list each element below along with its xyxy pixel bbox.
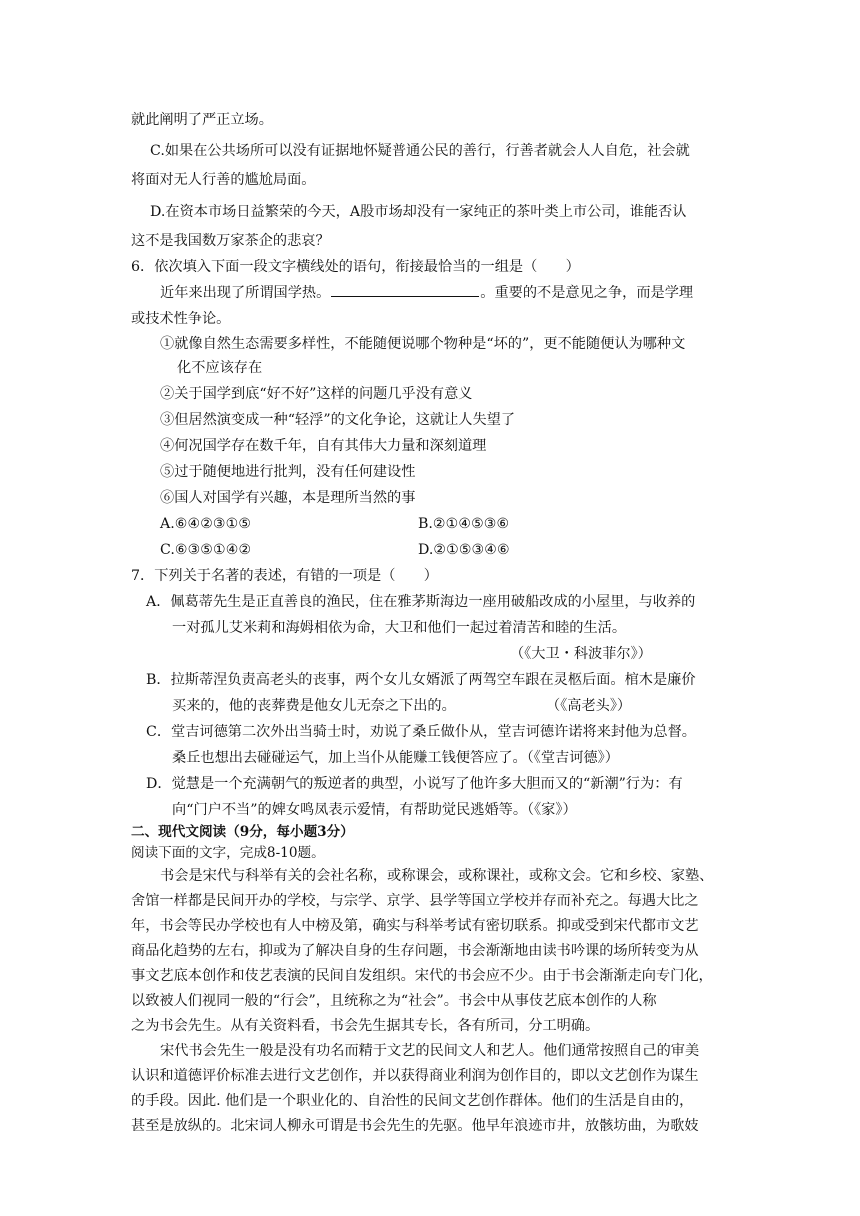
text-line: 向“门户不当”的婢女鸣凤表示爱情，有帮助觉民逃婚等。（《家》） xyxy=(172,802,577,818)
text-segment: 近年来出现了所谓国学热。 xyxy=(160,285,331,301)
paragraph-line: 商品化趋势的左右，抑或为了解决自身的生存问题，书会渐渐地由读书吟课的场所转变为从 xyxy=(131,943,699,959)
book-citation: （《大卫・科波菲尔》） xyxy=(510,646,652,662)
text-line: 这不是我国数万家茶企的悲哀？ xyxy=(131,233,330,249)
paragraph-line: 以致被人们视同一般的“行会”，且统称之为“社会”。书会中从事伎艺底本创作的人称 xyxy=(131,993,657,1009)
paragraph-line: 事文艺底本创作和伎艺表演的民间自发组织。宋代的书会应不少。由于书会渐渐走向专门化， xyxy=(131,968,713,984)
option-d-line: D．觉慧是一个充满朝气的叛逆者的典型，小说写了他许多大胆而又的“新潮”行为：有 xyxy=(146,776,683,792)
option-a: A.⑥④②③①⑤ xyxy=(160,516,252,532)
option-d-line: D.在资本市场日益繁荣的今天，A股市场却没有一家纯正的茶叶类上市公司，谁能否认 xyxy=(150,204,687,220)
option-b: B.②①④⑤③⑥ xyxy=(418,516,510,532)
paragraph-line: 年，书会等民办学校也有人中榜及第，确实与科举考试有密切联系。抑或受到宋代都市文艺 xyxy=(131,918,699,934)
book-citation: （《高老头》） xyxy=(546,698,632,714)
option-c-line: C．堂吉诃德第二次外出当骑士时，劝说了桑丘做仆从，堂吉诃德许诺将来封他为总督。 xyxy=(146,724,696,740)
option-a-line: A．佩葛蒂先生是正直善良的渔民，住在雅茅斯海边一座用破船改成的小屋里，与收养的 xyxy=(146,594,696,610)
statement-5: ⑤过于随便地进行批判，没有任何建设性 xyxy=(160,464,416,480)
paragraph-line: 之为书会先生。从有关资料看，书会先生据其专长，各有所司，分工明确。 xyxy=(131,1018,600,1034)
question-7-title: 7．下列关于名著的表述，有错的一项是（ ） xyxy=(131,568,438,584)
text-line: 将面对无人行善的尴尬局面。 xyxy=(131,172,316,188)
option-b-line: B．拉斯蒂涅负责高老头的丧事，两个女儿女婿派了两驾空车跟在灵柩后面。棺木是廉价 xyxy=(146,672,696,688)
statement-2: ②关于国学到底“好不好”这样的问题几乎没有意义 xyxy=(160,386,473,402)
text-line: 或技术性争论。 xyxy=(131,311,231,327)
option-d: D.②①⑤③④⑥ xyxy=(418,542,510,558)
question-6-title: 6．依次填入下面一段文字横线处的语句，衔接最恰当的一组是（ ） xyxy=(131,259,580,275)
instruction-line: 阅读下面的文字，完成8-10题。 xyxy=(131,845,325,861)
text-line: 买来的，他的丧葬费是他女儿无奈之下出的。 xyxy=(172,698,456,714)
statement-1-cont: 化不应该存在 xyxy=(177,360,263,376)
statement-6: ⑥国人对国学有兴趣，本是理所当然的事 xyxy=(160,490,416,506)
fill-blank-line xyxy=(160,283,693,303)
paragraph-line: 认识和道德评价标准去进行文艺创作，并以获得商业利润为创作目的，即以文艺创作为谋生 xyxy=(131,1068,699,1084)
section-heading: 二、现代文阅读（9分，每小题3分） xyxy=(131,824,354,840)
statement-4: ④何况国学存在数千年，自有其伟大力量和深刻道理 xyxy=(160,438,487,454)
statement-1: ①就像自然生态需要多样性，不能随便说哪个物种是“坏的”，更不能随便认为哪种文 xyxy=(160,336,686,352)
statement-3: ③但居然演变成一种“轻浮”的文化争论，这就让人失望了 xyxy=(160,412,516,428)
paragraph-line: 舍馆一样都是民间开办的学校，与宗学、京学、县学等国立学校并存而补充之。每遇大比之 xyxy=(131,893,699,909)
text-segment: 。重要的不是意见之争，而是学理 xyxy=(480,285,694,301)
text-line: 就此阐明了严正立场。 xyxy=(131,112,273,128)
paragraph-line: 宋代书会先生一般是没有功名而精于文艺的民间文人和艺人。他们通常按照自己的审美 xyxy=(160,1043,700,1059)
paragraph-line: 书会是宋代与科举有关的会社名称，或称课会，或称课社，或称文会。它和乡校、家塾、 xyxy=(160,868,714,884)
text-line: 桑丘也想出去碰碰运气，加上当仆从能赚工钱便答应了。（《堂吉诃德》） xyxy=(172,750,619,766)
option-c-line: C.如果在公共场所可以没有证据地怀疑普通公民的善行，行善者就会人人自危，社会就 xyxy=(150,143,690,159)
answer-blank xyxy=(331,283,479,297)
text-line: 一对孤儿艾米莉和海姆相依为命，大卫和他们一起过着清苦和睦的生活。 xyxy=(172,620,627,636)
paragraph-line: 甚至是放纵的。北宋词人柳永可谓是书会先生的先驱。他早年浪迹市井，放骸坊曲，为歌妓 xyxy=(131,1118,699,1134)
paragraph-line: 的手段。因此. 他们是一个职业化的、自治性的民间文艺创作群体。他们的生活是自由的， xyxy=(131,1093,694,1109)
option-c: C.⑥③⑤①④② xyxy=(160,542,252,558)
